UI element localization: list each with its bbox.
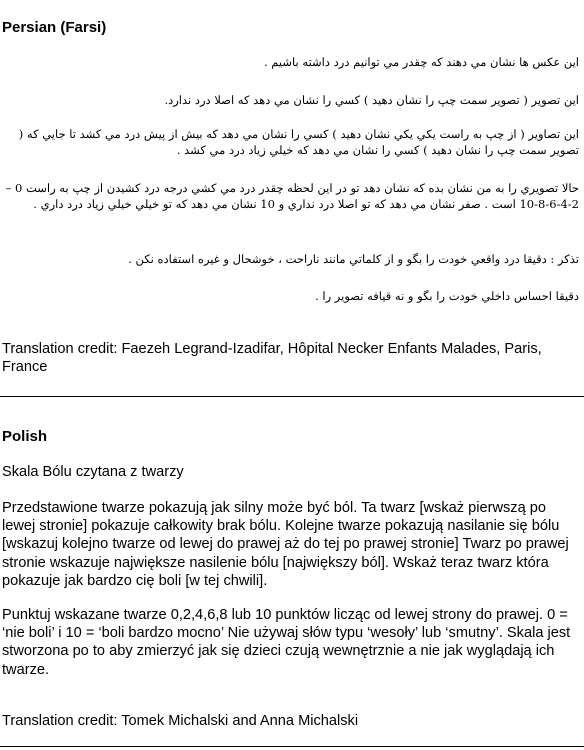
polish-instructions-paragraph: Przedstawione twarze pokazują jak silny może być ból. Ta twarz [wskaż pierwszą po lewej stronie] pokazuje całkowity brak bólu. Kolejne twarze pokazują nasilanie się bólu [wskazuj kolejno twarze od lewej do prawej aż do tej po prawej stronie] Twarz po prawej stronie wskazuje największe nasilenie bólu [największy ból]. Wskaż teraz twarz która pokazuje jak bardzo cię boli [w tej chwili]. <box>2 500 569 589</box>
polish-translation-credit: Translation credit: Tomek Michalski and Anna Michalski <box>2 713 359 729</box>
section-divider <box>0 396 584 397</box>
polish-scale-title: Skala Bólu czytana z twarzy <box>2 464 184 480</box>
persian-heading: Persian (Farsi) <box>2 19 107 36</box>
section-divider <box>0 746 584 747</box>
persian-paragraph: دقيقا احساس داخلي خودت را بگو و نه قيافه تصوير را . <box>315 289 579 303</box>
persian-paragraph: حالا تصويري را به من نشان بده كه نشان دهد تو در اين لحظه چقدر درد مي كشي درجه درد كشيدن از چپ به راست 0 – 2-4-6-8-10 است . صفر نشان مي دهد كه تو اصلا درد نداري و 10 نشان مي دهد كه تو خيلي خيلي زياد درد داري . <box>5 181 579 211</box>
persian-paragraph: اين عكس ها نشان مي دهند كه چقدر مي توانيم درد داشته باشيم . <box>263 55 579 69</box>
persian-paragraph: تذكر : دقيقا درد واقعي خودت را بگو و از كلماتي مانند ناراحت ، خوشحال و غيره استفاده نكن . <box>128 252 579 266</box>
persian-paragraph: اين تصاوير ( از چپ به راست يكي يكي نشان دهيد ) كسي را نشان مي دهد كه بيش از پيش درد مي كشد تا جايي كه ( تصوير سمت چپ را نشان دهيد ) كسي را نشان مي دهد كه خيلي زياد درد مي كشد . <box>18 127 579 157</box>
persian-translation-credit: Translation credit: Faezeh Legrand-Izadifar, Hôpital Necker Enfants Malades, Paris, France <box>2 341 542 376</box>
polish-scoring-paragraph: Punktuj wskazane twarze 0,2,4,6,8 lub 10 punktów licząc od lewej strony do prawej. 0 = ‘nie boli’ i 10 = ‘boli bardzo mocno’ Nie używaj słów typu ‘wesoły’ lub ‘smutny’. Skala jest stworzona po to aby zmierzyć jak się dzieci czują wewnętrznie a nie jak wyglądają ich twarze. <box>2 607 571 678</box>
polish-heading: Polish <box>2 428 48 445</box>
persian-paragraph: اين تصوير ( تصوير سمت چپ را نشان دهيد ) كسي را نشان مي دهد كه اصلا درد ندارد. <box>164 93 579 107</box>
